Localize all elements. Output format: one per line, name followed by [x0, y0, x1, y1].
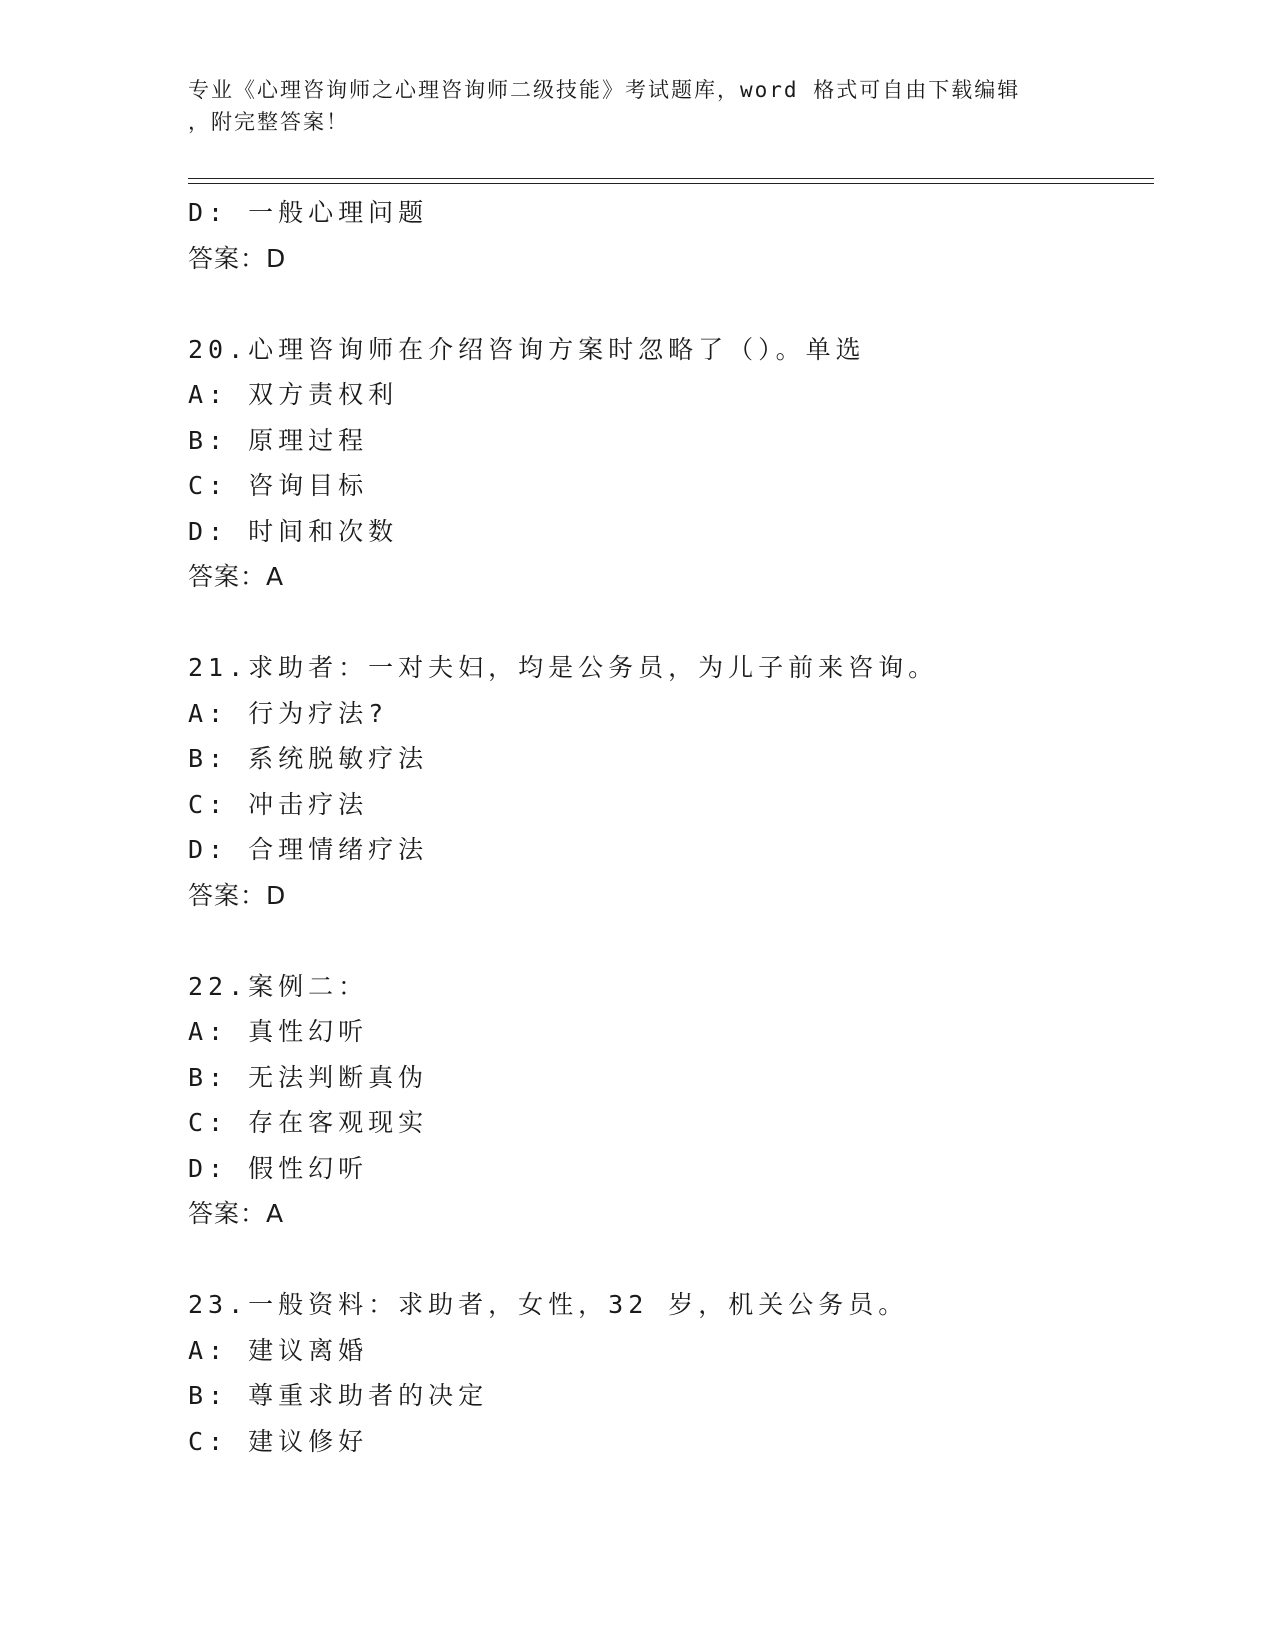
- question-title: 22.案例二：: [188, 971, 369, 1001]
- option-d: D: 时间和次数: [188, 516, 399, 546]
- question-title: 23.一般资料：求助者，女性，32 岁，机关公务员。: [188, 1290, 909, 1319]
- option-c: C: 冲击疗法: [188, 789, 369, 819]
- answer-line: 答案：A: [188, 562, 285, 591]
- spacer: [188, 918, 1154, 964]
- header-divider-bottom: [188, 183, 1154, 184]
- option-a: A: 双方责权利: [188, 380, 399, 409]
- option-b: B: 系统脱敏疗法: [188, 744, 429, 773]
- question-22: [188, 964, 1154, 1237]
- question-list: [188, 190, 1154, 1464]
- option-c: C: 存在客观现实: [188, 1108, 429, 1137]
- answer-line: 答案：D: [188, 243, 287, 273]
- option-a: A: 真性幻听: [188, 1017, 369, 1046]
- option-c: C: 咨询目标: [188, 471, 369, 500]
- option-b: B: 无法判断真伪: [188, 1062, 429, 1092]
- question-23: [188, 1282, 1154, 1464]
- option-b: B: 原理过程: [188, 425, 369, 455]
- option-c: C: 建议修好: [188, 1426, 369, 1456]
- spacer: [188, 281, 1154, 327]
- question-title: 20.心理咨询师在介绍咨询方案时忽略了（）。单选: [188, 334, 866, 364]
- previous-question-fragment: [188, 190, 1154, 281]
- spacer: [188, 1237, 1154, 1283]
- header-line-1: 专业《心理咨询师之心理咨询师二级技能》考试题库，word 格式可自由下载编辑: [188, 78, 1021, 102]
- option-a: A: 行为疗法?: [188, 698, 389, 728]
- header-line-2: ，附完整答案！: [188, 110, 349, 134]
- header-divider-top: [188, 178, 1154, 179]
- answer-line: 答案：D: [188, 880, 287, 910]
- option-d: D: 一般心理问题: [188, 198, 429, 227]
- question-20: [188, 327, 1154, 600]
- question-title: 21.求助者：一对夫妇，均是公务员，为儿子前来咨询。: [188, 653, 939, 682]
- document-header: [188, 74, 1088, 138]
- option-a: A: 建议离婚: [188, 1335, 369, 1365]
- spacer: [188, 600, 1154, 646]
- option-b: B: 尊重求助者的决定: [188, 1381, 489, 1410]
- question-21: [188, 645, 1154, 918]
- option-d: D: 假性幻听: [188, 1153, 369, 1183]
- answer-line: 答案：A: [188, 1199, 285, 1228]
- option-d: D: 合理情绪疗法: [188, 835, 429, 864]
